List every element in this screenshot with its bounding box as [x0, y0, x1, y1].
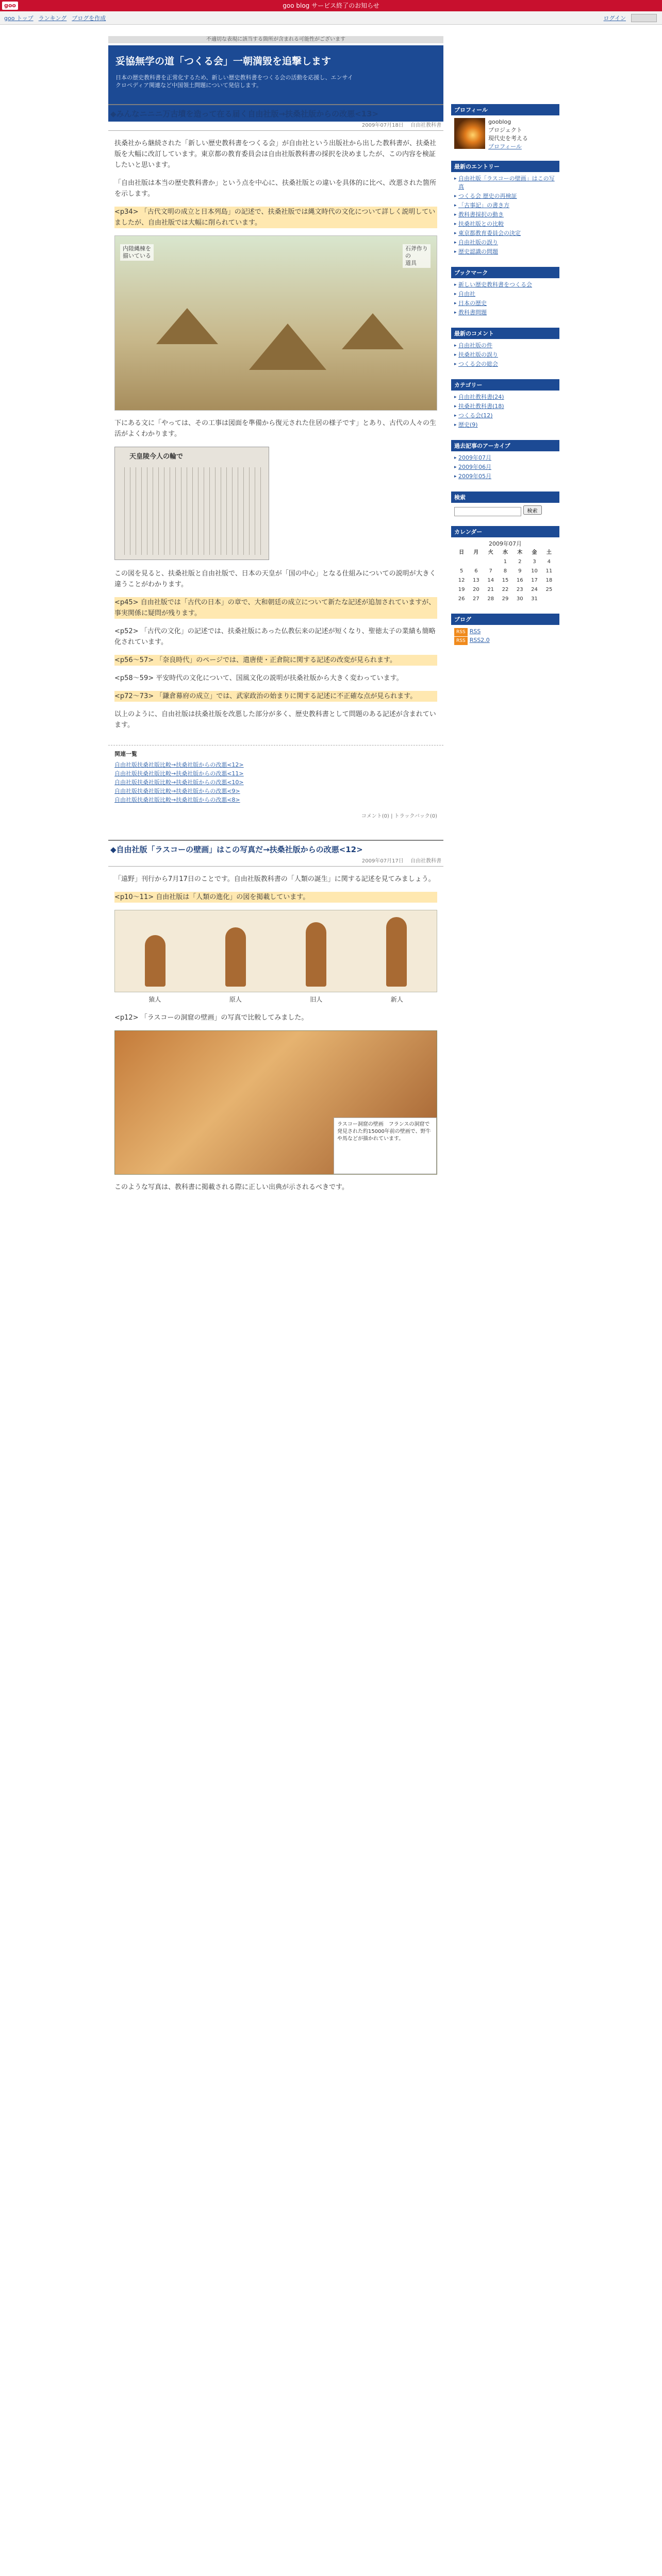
calendar-day[interactable]: 11 [545, 568, 553, 574]
archive-title: 過去記事のアーカイブ [451, 440, 559, 451]
search-box [451, 492, 559, 519]
hut-shape [342, 313, 404, 349]
calendar-day[interactable] [454, 557, 469, 567]
entries-title: 最新のエントリー [451, 161, 559, 172]
notice-strip: 不適切な表現に該当する箇所が含まれる可能性がございます [108, 36, 443, 43]
related-link[interactable]: 自由社版扶桑社版比較→扶桑社版からの改悪<11> [114, 770, 244, 777]
paragraph: <p34> 「古代文明の成立と日本列島」の記述で、扶桑社版では縄文時代の文化について詳しく説明していましたが、自由社版では大幅に削られています。 [114, 207, 437, 228]
related-link[interactable]: 自由社版扶桑社版比較→扶桑社版からの改悪<8> [114, 796, 240, 803]
evolution-label: 旧人 [310, 996, 323, 1003]
categories-title: カテゴリー [451, 379, 559, 391]
related-link[interactable]: 自由社版扶桑社版比較→扶桑社版からの改悪<12> [114, 761, 244, 768]
illustration-caption: 内陸縄棟を 描いている [120, 244, 154, 261]
profile-box [451, 104, 559, 154]
figure-shape [386, 917, 407, 987]
article-meta [110, 856, 441, 864]
calendar-day[interactable]: 24 [531, 586, 538, 592]
paragraph: <p52> 「古代の文化」の記述では、扶桑社版にあった仏教伝来の記述が短くなり、聖徳太子の業績も簡略化されています。 [114, 628, 436, 646]
blog-description: 日本の歴史教科書を正常化するため、新しい歴史教科書をつくる会の活動を応援し、エンサイクロペディア関連など中国領土問題について発信します。 [115, 74, 353, 89]
evolution-labels [114, 994, 437, 1005]
rss-title: ブログ [451, 614, 559, 625]
calendar-day[interactable] [484, 557, 498, 567]
archive-link[interactable]: 2009年06月 [458, 464, 491, 470]
calendar-day[interactable]: 3 [533, 558, 536, 565]
calendar-day[interactable]: 23 [516, 586, 523, 592]
rss-link[interactable]: RSS2.0 [469, 636, 490, 643]
article-category[interactable]: 自由社教科書 [410, 123, 441, 128]
paragraph: この図を見ると、扶桑社版と自由社版で、日本の天皇が「国の中心」となる仕組みについての説明が大きく違うことがわかります。 [114, 570, 436, 588]
comments-title: 最新のコメント [451, 328, 559, 339]
profile-name: gooblog [488, 118, 511, 125]
profile-title: プロフィール [451, 104, 559, 115]
paragraph: <p58〜59> 平安時代の文化について、国風文化の説明が扶桑社版から大きく変わっています。 [114, 674, 403, 682]
comment-link[interactable]: 自由社版の件 [458, 342, 492, 349]
entries-box [451, 161, 559, 260]
calendar-day[interactable]: 14 [487, 577, 494, 583]
login-link[interactable]: ログイン [603, 14, 626, 22]
newspaper-clipping [114, 447, 269, 560]
evolution-label: 原人 [229, 996, 242, 1003]
paragraph: <p12> 「ラスコーの洞窟の壁画」の写真で比較してみました。 [114, 1014, 308, 1022]
evolution-label: 新人 [390, 996, 403, 1003]
calendar-day[interactable]: 17 [531, 577, 538, 583]
bookmark-link[interactable]: 教科書問題 [458, 309, 487, 316]
archive-link[interactable]: 2009年07月 [458, 454, 491, 461]
comment-link[interactable]: 扶桑社版の誤り [458, 351, 498, 358]
nav-item-goo-top[interactable]: goo トップ [4, 14, 34, 22]
article-date: 2009年07月17日 [361, 858, 404, 864]
calendar-day[interactable]: 16 [516, 577, 523, 583]
close-button[interactable] [631, 14, 657, 22]
bookmark-link[interactable]: 自由社 [458, 291, 475, 297]
article-category[interactable]: 自由社教科書 [410, 858, 441, 864]
calendar-day-head: 土 [546, 549, 552, 555]
clipping-text [119, 467, 264, 555]
article-title[interactable]: ◆みんなニニニ万古墳を造って在る届く自由社版→扶桑社版からの改悪<13> [110, 109, 379, 118]
article-body [108, 867, 443, 1207]
calendar-day[interactable]: 30 [516, 596, 523, 602]
category-link[interactable]: 自由社教科書(24) [458, 394, 504, 400]
article-footer[interactable]: コメント(0) | トラックバック(0) [361, 814, 437, 819]
comments-box [451, 328, 559, 372]
article-header [108, 104, 443, 131]
paragraph: 「遠野」刊行から7月17日のことです。自由社版教科書の「人類の誕生」に関する記述を見てみましょう。 [114, 875, 435, 883]
calendar-day[interactable]: 2 [518, 558, 522, 565]
bookmark-box [451, 267, 559, 320]
calendar-day-head: 月 [473, 549, 479, 555]
profile-text: プロジェクト 現代史を考える [488, 127, 528, 142]
bookmark-link[interactable]: 新しい歴史教科書をつくる会 [458, 281, 532, 288]
calendar-day-head: 金 [532, 549, 537, 555]
figure-shape [225, 927, 246, 987]
nav-item-create-blog[interactable]: ブログを作成 [72, 14, 106, 22]
lascaux-cave-image [114, 1030, 437, 1175]
paragraph: <p10〜11> 自由社版は「人類の進化」の図を掲載しています。 [114, 892, 437, 903]
calendar-day[interactable]: 28 [487, 596, 494, 602]
paragraph: 以上のように、自由社版は扶桑社版を改悪した部分が多く、歴史教科書として問題のある記述が含まれています。 [114, 710, 436, 729]
calendar-day[interactable]: 26 [458, 596, 465, 602]
human-evolution-image [114, 910, 437, 992]
calendar-day[interactable]: 5 [459, 568, 464, 574]
calendar-day-head: 木 [517, 549, 523, 555]
calendar-day[interactable]: 31 [531, 596, 538, 602]
service-notice-bar[interactable] [0, 0, 662, 11]
rss-icon: RSS [454, 628, 468, 636]
nav-bar [0, 11, 662, 25]
article-body [108, 131, 443, 745]
cave-caption: ラスコー洞窟の壁画 フランスの洞窟で発見された約15000年前の壁画で、野牛や馬などが描かれています。 [334, 1117, 437, 1174]
main-column [108, 104, 443, 1207]
paragraph: <p72〜73> 「鎌倉幕府の成立」では、武家政治の始まりに関する記述に不正確な点が見られます。 [114, 691, 437, 702]
article-date: 2009年07月18日 [361, 123, 404, 128]
paragraph: 「自由社版は本当の歴史教科書か」という点を中心に、扶桑社版との違いを具体的に比べ、改悪された箇所を示します。 [114, 179, 437, 198]
related-link[interactable]: 自由社版扶桑社版比較→扶桑社版からの改悪<10> [114, 779, 244, 786]
calendar-day[interactable]: 19 [458, 586, 465, 592]
calendar-day[interactable]: 7 [489, 568, 492, 574]
illustration-caption: 石斧作り の 道具 [403, 244, 431, 268]
calendar-day[interactable]: 18 [545, 577, 553, 583]
calendar-day[interactable]: 1 [503, 558, 507, 565]
entry-link[interactable]: 東京都教育委員会の決定 [458, 230, 521, 236]
calendar-day-head: 火 [488, 549, 493, 555]
calendar-day[interactable]: 13 [473, 577, 479, 583]
calendar-title: カレンダー [451, 526, 559, 537]
archive-link[interactable]: 2009年05月 [458, 473, 491, 480]
calendar-day[interactable]: 8 [503, 568, 507, 574]
blog-title[interactable]: 妥協無学の道「つくる会」一朝満毀を追撃します [115, 56, 332, 67]
entry-link[interactable]: 自由社版「ラスコーの壁画」はこの写真 [458, 175, 555, 190]
entry-link[interactable]: 教科書採択の動き [458, 211, 504, 218]
rss-box [451, 614, 559, 648]
calendar-day[interactable]: 25 [545, 586, 553, 592]
calendar-month: 2009年07月 [489, 540, 522, 547]
calendar-day[interactable] [542, 595, 556, 604]
calendar-box [451, 526, 559, 606]
bookmark-link[interactable]: 日本の歴史 [458, 300, 487, 307]
hut-shape [249, 324, 326, 370]
calendar-day[interactable]: 4 [547, 558, 551, 565]
entry-link[interactable]: 歴史認識の問題 [458, 248, 498, 255]
comment-link[interactable]: つくる会の総会 [458, 361, 498, 367]
related-title: 関連一覧 [114, 751, 137, 757]
rss-icon: RSS [454, 637, 468, 645]
paragraph: このような写真は、教科書に掲載される際に正しい出典が示されるべきです。 [114, 1183, 349, 1191]
search-button[interactable]: 検索 [523, 505, 542, 515]
paragraph: <p56〜57> 「奈良時代」のページでは、遣唐使・正倉院に関する記述の改変が見られます。 [114, 655, 437, 666]
article-meta [110, 121, 441, 128]
calendar-day[interactable]: 12 [458, 577, 465, 583]
search-title: 検索 [451, 492, 559, 503]
sidebar [451, 104, 559, 655]
calendar-day[interactable]: 15 [502, 577, 509, 583]
profile-link[interactable]: プロフィール [488, 143, 522, 150]
related-link[interactable]: 自由社版扶桑社版比較→扶桑社版からの改悪<9> [114, 788, 240, 794]
calendar-day[interactable]: 20 [473, 586, 479, 592]
service-notice-text[interactable]: goo blog サービス終了のお知らせ [283, 2, 379, 9]
entry-link[interactable]: 「古事記」の書き方 [458, 202, 509, 209]
archive-box [451, 440, 559, 484]
related-articles [108, 745, 443, 808]
calendar-day[interactable]: 22 [502, 586, 509, 592]
figure-shape [306, 922, 326, 987]
categories-box [451, 379, 559, 433]
calendar-day[interactable]: 6 [474, 568, 478, 574]
article-title[interactable]: ◆自由社版「ラスコーの壁画」はこの写真だ→扶桑社版からの改悪<12> [110, 845, 363, 854]
article-header [108, 840, 443, 867]
category-link[interactable]: つくる会(12) [458, 412, 493, 419]
calendar-day[interactable] [469, 557, 483, 567]
bookmark-title: ブックマーク [451, 267, 559, 278]
evolution-label: 猿人 [148, 996, 161, 1003]
category-link[interactable]: 扶桑社教科書(18) [458, 403, 504, 410]
category-link[interactable]: 歴史(9) [458, 421, 478, 428]
calendar-day[interactable]: 9 [518, 568, 522, 574]
paragraph: <p45> 自由社版では「古代の日本」の章で、大和朝廷の成立について新たな記述が追加されていますが、事実関係に疑問が残ります。 [114, 597, 437, 619]
search-input[interactable] [454, 507, 521, 516]
paragraph: 扶桑社から継続された「新しい歴史教科書をつくる会」が自由社という出版社から出した教科書が、扶桑社版を大幅に改訂しています。東京都の教育委員会は自由社版教科書の採択を決めましたが、この内容を検証したいと思います。 [114, 140, 437, 169]
calendar-day[interactable]: 10 [531, 568, 538, 574]
entry-link[interactable]: 自由社版の誤り [458, 239, 498, 246]
clipping-headline: 天皇陵今人の輪で [129, 453, 184, 461]
entry-link[interactable]: 扶桑社版との比較 [458, 221, 504, 227]
calendar-day-head: 日 [459, 549, 465, 555]
hut-shape [156, 308, 218, 344]
paragraph: 下にある文に「やっては、その工事は図面を準備から復元された住居の様子です」とあり、古代の人々の生活がよくわかります。 [114, 419, 437, 438]
calendar-day[interactable]: 21 [487, 586, 494, 592]
calendar-day[interactable]: 29 [502, 596, 509, 602]
calendar-table [454, 548, 556, 604]
goo-logo[interactable]: goo [2, 2, 18, 10]
textbook-illustration [114, 235, 437, 411]
entry-link[interactable]: つくる会 歴史の再検証 [458, 193, 517, 199]
avatar[interactable] [454, 118, 485, 149]
rss-link[interactable]: RSS [469, 628, 481, 635]
figure-shape [145, 935, 166, 987]
nav-item-ranking[interactable]: ランキング [38, 14, 67, 22]
calendar-day-head: 水 [502, 549, 508, 555]
calendar-day[interactable]: 27 [473, 596, 479, 602]
